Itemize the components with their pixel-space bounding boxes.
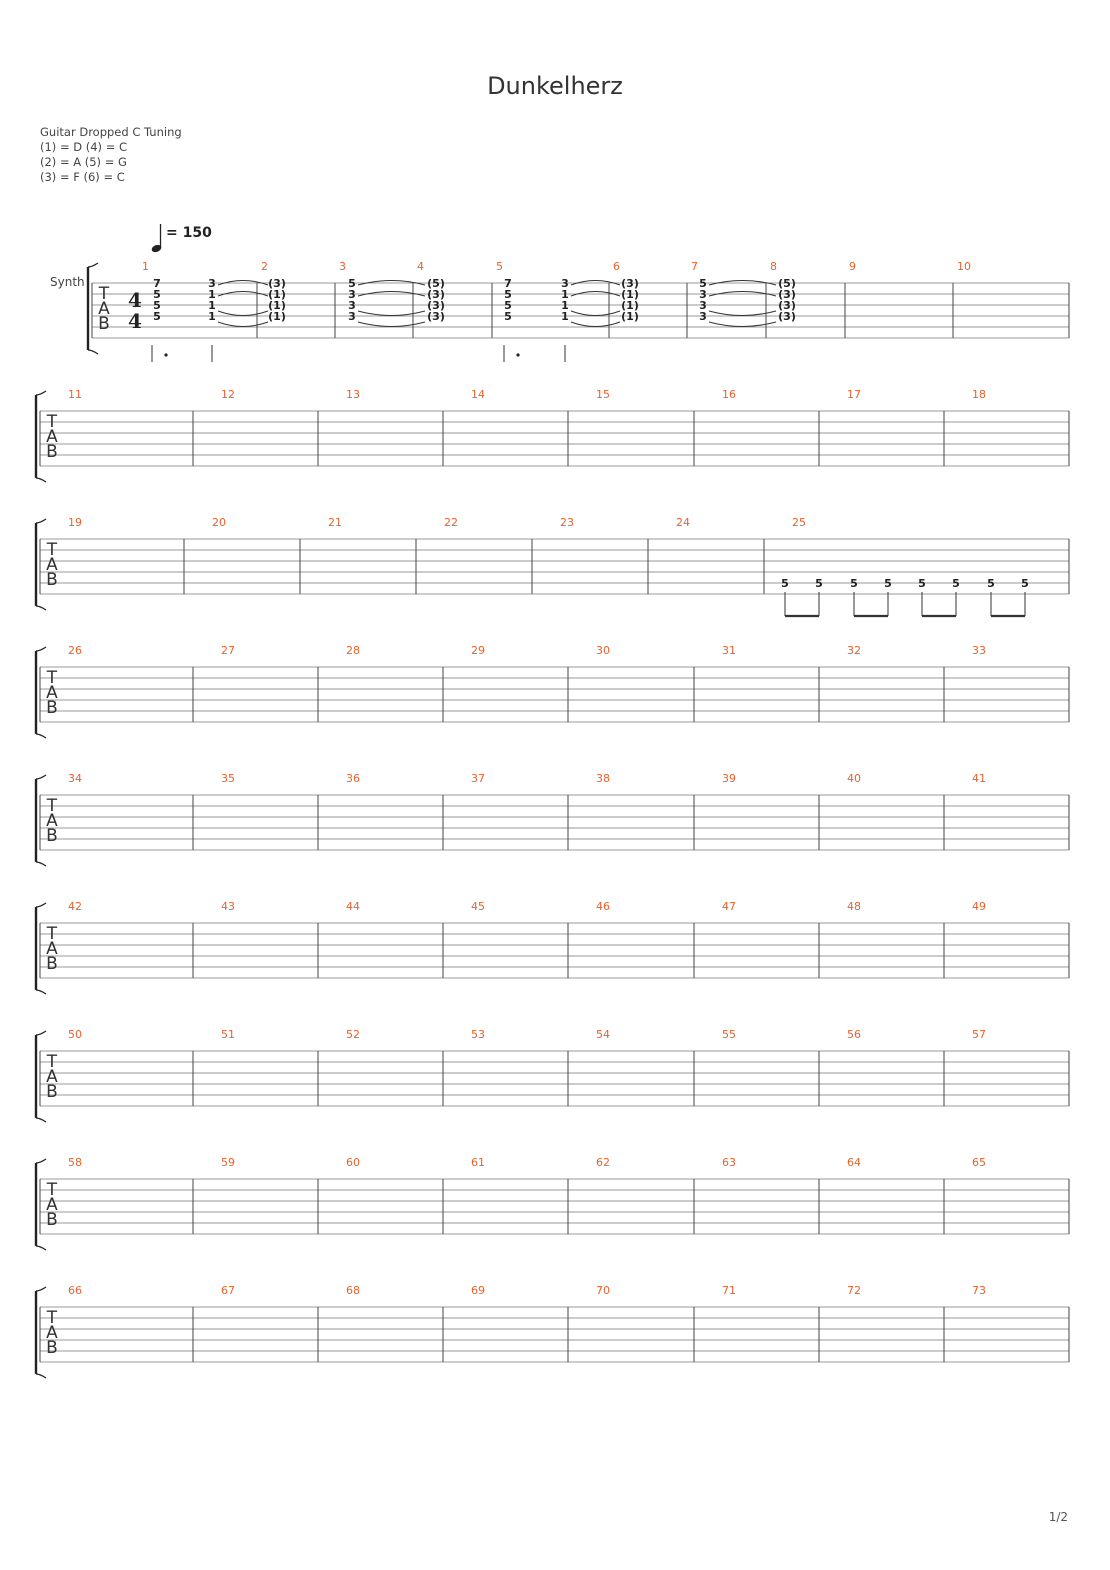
tab-clef-letter: T bbox=[46, 1180, 58, 1200]
tie-arc bbox=[358, 311, 425, 316]
system-bracket-top bbox=[88, 263, 98, 267]
measure-number: 67 bbox=[221, 1284, 235, 1297]
measure-number: 51 bbox=[221, 1028, 235, 1041]
measure-number: 53 bbox=[471, 1028, 485, 1041]
tab-clef-letter: B bbox=[46, 826, 58, 846]
measure-number: 9 bbox=[849, 260, 856, 273]
measure-number: 42 bbox=[68, 900, 82, 913]
fret-number: 1 bbox=[208, 310, 216, 323]
measure-number: 31 bbox=[722, 644, 736, 657]
measure-number: 28 bbox=[346, 644, 360, 657]
fret-number: 3 bbox=[208, 277, 216, 290]
measure-number: 12 bbox=[221, 388, 235, 401]
measure-number: 73 bbox=[972, 1284, 986, 1297]
system-bracket-bottom bbox=[36, 606, 46, 610]
tuning-line: (1) = D (4) = C bbox=[40, 140, 128, 154]
fret-number: 7 bbox=[504, 277, 512, 290]
measure-number: 68 bbox=[346, 1284, 360, 1297]
fret-number: 3 bbox=[699, 299, 707, 312]
fret-number: 3 bbox=[699, 310, 707, 323]
tied-fret-number: (1) bbox=[268, 310, 286, 323]
fret-number: 5 bbox=[918, 577, 926, 590]
fret-number: 1 bbox=[208, 299, 216, 312]
tied-fret-number: (3) bbox=[268, 277, 286, 290]
system-bracket-bottom bbox=[36, 990, 46, 994]
tab-clef-letter: T bbox=[98, 284, 110, 304]
fret-number: 3 bbox=[699, 288, 707, 301]
tied-fret-number: (3) bbox=[427, 310, 445, 323]
tied-fret-number: (3) bbox=[778, 310, 796, 323]
tie-arc bbox=[218, 322, 268, 327]
measure-number: 1 bbox=[142, 260, 149, 273]
tab-clef-letter: A bbox=[46, 1067, 58, 1087]
measure-number: 52 bbox=[346, 1028, 360, 1041]
fret-number: 5 bbox=[348, 277, 356, 290]
tie-arc bbox=[571, 311, 620, 316]
tab-clef-letter: B bbox=[46, 698, 58, 718]
tie-arc bbox=[358, 322, 425, 327]
tied-fret-number: (1) bbox=[268, 288, 286, 301]
measure-number: 24 bbox=[676, 516, 690, 529]
rhythm-dot bbox=[164, 353, 167, 356]
measure-number: 17 bbox=[847, 388, 861, 401]
tab-clef-letter: A bbox=[46, 427, 58, 447]
system-bracket-top bbox=[36, 519, 46, 523]
measure-number: 26 bbox=[68, 644, 82, 657]
measure-number: 36 bbox=[346, 772, 360, 785]
fret-number: 3 bbox=[561, 277, 569, 290]
fret-number: 5 bbox=[153, 288, 161, 301]
tab-clef-letter: B bbox=[46, 1210, 58, 1230]
measure-number: 10 bbox=[957, 260, 971, 273]
measure-number: 7 bbox=[691, 260, 698, 273]
tuning-line: (2) = A (5) = G bbox=[40, 155, 127, 169]
measure-number: 70 bbox=[596, 1284, 610, 1297]
measure-number: 22 bbox=[444, 516, 458, 529]
measure-number: 62 bbox=[596, 1156, 610, 1169]
measure-number: 38 bbox=[596, 772, 610, 785]
measure-number: 32 bbox=[847, 644, 861, 657]
tab-clef-letter: T bbox=[46, 1308, 58, 1328]
fret-number: 5 bbox=[987, 577, 995, 590]
system-bracket-bottom bbox=[36, 1118, 46, 1122]
tied-fret-number: (1) bbox=[621, 288, 639, 301]
measure-number: 48 bbox=[847, 900, 861, 913]
measure-number: 71 bbox=[722, 1284, 736, 1297]
fret-number: 5 bbox=[781, 577, 789, 590]
measure-number: 14 bbox=[471, 388, 485, 401]
tuning-line: (3) = F (6) = C bbox=[40, 170, 125, 184]
tempo-value: = 150 bbox=[166, 225, 212, 241]
tab-clef-letter: B bbox=[46, 1338, 58, 1358]
measure-number: 69 bbox=[471, 1284, 485, 1297]
tab-clef-letter: A bbox=[98, 299, 110, 319]
measure-number: 46 bbox=[596, 900, 610, 913]
tab-clef-letter: T bbox=[46, 796, 58, 816]
fret-number: 3 bbox=[348, 299, 356, 312]
measure-number: 29 bbox=[471, 644, 485, 657]
tab-clef-letter: A bbox=[46, 1195, 58, 1215]
system-bracket-bottom bbox=[36, 1246, 46, 1250]
measure-number: 55 bbox=[722, 1028, 736, 1041]
tab-clef-letter: A bbox=[46, 811, 58, 831]
measure-number: 5 bbox=[496, 260, 503, 273]
system-bracket-top bbox=[36, 1287, 46, 1291]
tied-fret-number: (1) bbox=[268, 299, 286, 312]
measure-number: 63 bbox=[722, 1156, 736, 1169]
tab-clef-letter: B bbox=[46, 954, 58, 974]
fret-number: 1 bbox=[561, 299, 569, 312]
tied-fret-number: (3) bbox=[778, 288, 796, 301]
measure-number: 15 bbox=[596, 388, 610, 401]
measure-number: 50 bbox=[68, 1028, 82, 1041]
fret-number: 5 bbox=[699, 277, 707, 290]
measure-number: 8 bbox=[770, 260, 777, 273]
fret-number: 7 bbox=[153, 277, 161, 290]
measure-number: 13 bbox=[346, 388, 360, 401]
tab-clef-letter: A bbox=[46, 555, 58, 575]
fret-number: 5 bbox=[952, 577, 960, 590]
fret-number: 1 bbox=[561, 288, 569, 301]
tab-clef-letter: B bbox=[46, 1082, 58, 1102]
fret-number: 3 bbox=[348, 288, 356, 301]
system-bracket-bottom bbox=[36, 734, 46, 738]
measure-number: 39 bbox=[722, 772, 736, 785]
measure-number: 30 bbox=[596, 644, 610, 657]
measure-number: 72 bbox=[847, 1284, 861, 1297]
system-bracket-bottom bbox=[88, 350, 98, 354]
tab-clef-letter: T bbox=[46, 668, 58, 688]
measure-number: 37 bbox=[471, 772, 485, 785]
fret-number: 5 bbox=[850, 577, 858, 590]
measure-number: 25 bbox=[792, 516, 806, 529]
measure-number: 19 bbox=[68, 516, 82, 529]
measure-number: 58 bbox=[68, 1156, 82, 1169]
measure-number: 16 bbox=[722, 388, 736, 401]
measure-number: 57 bbox=[972, 1028, 986, 1041]
time-signature-top: 4 bbox=[128, 288, 142, 312]
fret-number: 5 bbox=[815, 577, 823, 590]
system-bracket-top bbox=[36, 647, 46, 651]
measure-number: 49 bbox=[972, 900, 986, 913]
measure-number: 21 bbox=[328, 516, 342, 529]
fret-number: 5 bbox=[884, 577, 892, 590]
system-bracket-top bbox=[36, 903, 46, 907]
rhythm-dot bbox=[516, 353, 519, 356]
tab-clef-letter: B bbox=[46, 442, 58, 462]
measure-number: 40 bbox=[847, 772, 861, 785]
measure-number: 56 bbox=[847, 1028, 861, 1041]
system-bracket-top bbox=[36, 391, 46, 395]
measure-number: 43 bbox=[221, 900, 235, 913]
system-bracket-bottom bbox=[36, 478, 46, 482]
measure-number: 11 bbox=[68, 388, 82, 401]
measure-number: 4 bbox=[417, 260, 424, 273]
system-bracket-top bbox=[36, 1159, 46, 1163]
system-bracket-bottom bbox=[36, 1374, 46, 1378]
page-number: 1/2 bbox=[1048, 1510, 1068, 1524]
track-name: Synth bbox=[50, 275, 85, 289]
measure-number: 41 bbox=[972, 772, 986, 785]
fret-number: 5 bbox=[504, 299, 512, 312]
measure-number: 34 bbox=[68, 772, 82, 785]
fret-number: 5 bbox=[504, 310, 512, 323]
measure-number: 33 bbox=[972, 644, 986, 657]
measure-number: 2 bbox=[261, 260, 268, 273]
measure-number: 35 bbox=[221, 772, 235, 785]
tab-clef-letter: T bbox=[46, 924, 58, 944]
tied-fret-number: (5) bbox=[778, 277, 796, 290]
measure-number: 47 bbox=[722, 900, 736, 913]
tied-fret-number: (3) bbox=[427, 299, 445, 312]
measure-number: 61 bbox=[471, 1156, 485, 1169]
system-bracket-bottom bbox=[36, 862, 46, 866]
measure-number: 64 bbox=[847, 1156, 861, 1169]
tied-fret-number: (1) bbox=[621, 299, 639, 312]
measure-number: 59 bbox=[221, 1156, 235, 1169]
tuning-name: Guitar Dropped C Tuning bbox=[40, 125, 182, 139]
tab-clef-letter: T bbox=[46, 412, 58, 432]
fret-number: 1 bbox=[561, 310, 569, 323]
tab-clef-letter: A bbox=[46, 683, 58, 703]
tab-clef-letter: B bbox=[98, 314, 110, 334]
time-signature-bottom: 4 bbox=[128, 309, 142, 333]
tie-arc bbox=[218, 311, 268, 316]
measure-number: 3 bbox=[339, 260, 346, 273]
tab-clef-letter: T bbox=[46, 1052, 58, 1072]
fret-number: 5 bbox=[1021, 577, 1029, 590]
system-bracket-top bbox=[36, 775, 46, 779]
tied-fret-number: (5) bbox=[427, 277, 445, 290]
fret-number: 5 bbox=[153, 299, 161, 312]
measure-number: 60 bbox=[346, 1156, 360, 1169]
measure-number: 66 bbox=[68, 1284, 82, 1297]
fret-number: 5 bbox=[153, 310, 161, 323]
fret-number: 1 bbox=[208, 288, 216, 301]
measure-number: 45 bbox=[471, 900, 485, 913]
tab-clef-letter: B bbox=[46, 570, 58, 590]
measure-number: 27 bbox=[221, 644, 235, 657]
tied-fret-number: (3) bbox=[427, 288, 445, 301]
tie-arc bbox=[571, 322, 620, 327]
measure-number: 20 bbox=[212, 516, 226, 529]
system-bracket-top bbox=[36, 1031, 46, 1035]
tab-clef-letter: T bbox=[46, 540, 58, 560]
measure-number: 23 bbox=[560, 516, 574, 529]
measure-number: 18 bbox=[972, 388, 986, 401]
tied-fret-number: (1) bbox=[621, 310, 639, 323]
tied-fret-number: (3) bbox=[778, 299, 796, 312]
fret-number: 5 bbox=[504, 288, 512, 301]
tied-fret-number: (3) bbox=[621, 277, 639, 290]
tab-clef-letter: A bbox=[46, 1323, 58, 1343]
measure-number: 44 bbox=[346, 900, 360, 913]
page-title: Dunkelherz bbox=[487, 72, 623, 100]
measure-number: 54 bbox=[596, 1028, 610, 1041]
tab-clef-letter: A bbox=[46, 939, 58, 959]
fret-number: 3 bbox=[348, 310, 356, 323]
measure-number: 6 bbox=[613, 260, 620, 273]
measure-number: 65 bbox=[972, 1156, 986, 1169]
